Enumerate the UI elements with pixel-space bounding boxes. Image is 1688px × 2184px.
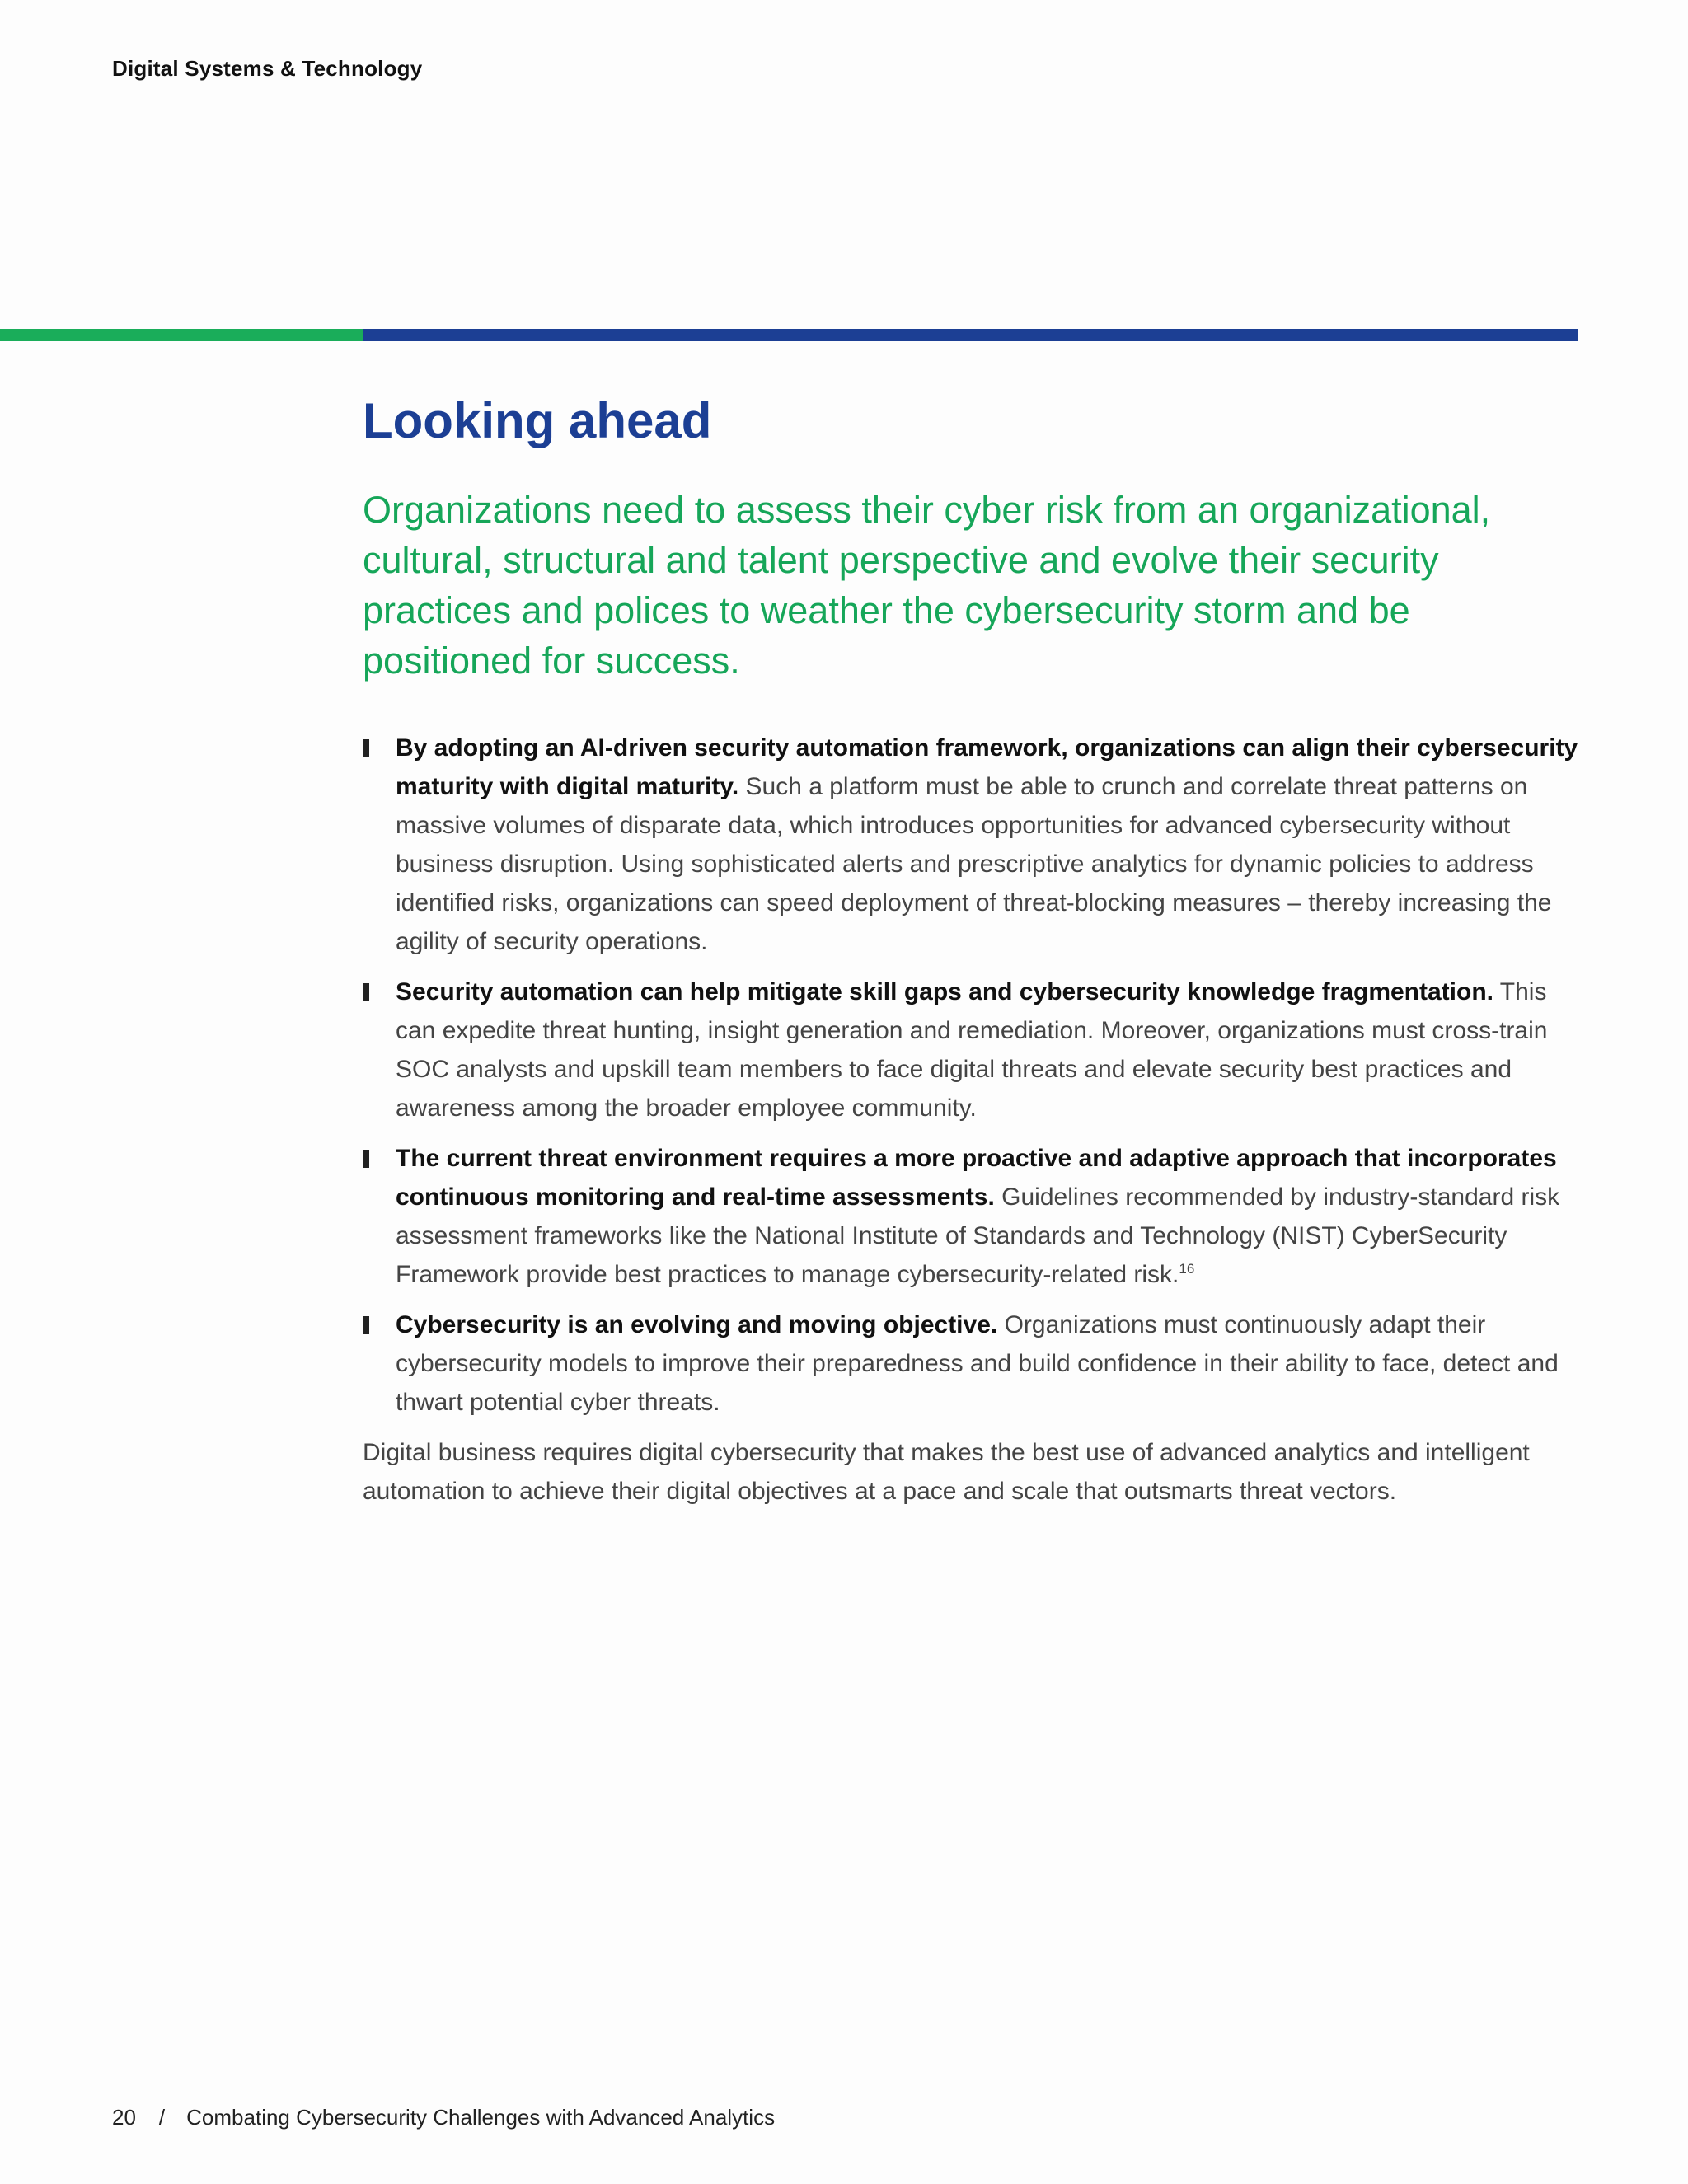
bullet-list	[363, 729, 1582, 1422]
bullet-item	[363, 1305, 1582, 1422]
bullet-marker-icon	[363, 983, 369, 1001]
bullet-body: Organizations must continuously adapt their cybersecurity models to improve their preparedness and build confidence in their ability to face, detect and thwart potential cyber threats.	[396, 1311, 1559, 1416]
closing-paragraph: Digital business requires digital cybersecurity that makes the best use of advanced analytics and intelligent automation to achieve their digital objectives at a pace and scale that outsmarts threat vectors.	[363, 1439, 1530, 1505]
bullet-lead: Cybersecurity is an evolving and moving objective.	[396, 1311, 998, 1338]
section-label: Digital Systems & Technology	[112, 56, 423, 81]
bullet-marker-icon	[363, 1316, 369, 1334]
bullet-lead: The current threat environment requires a more proactive and adaptive approach that incorporates continuous monitoring and real-time assessments.	[396, 1145, 1557, 1211]
header-rule-blue	[363, 329, 1578, 341]
bullet-body: Such a platform must be able to crunch and correlate threat patterns on massive volumes of disparate data, which introduces opportunities for advanced cybersecurity without business disruption. Using sophisticated alerts and prescriptive analytics for dynamic policies to address identified risks, organizations can speed deployment of threat-blocking measures – thereby increasing the agility of security operations.	[396, 773, 1552, 955]
bullet-body: This can expedite threat hunting, insight generation and remediation. Moreover, organizations must cross-train SOC analysts and upskill team members to face digital threats and elevate security best practices and awareness among the broader employee community.	[396, 978, 1548, 1122]
bullet-marker-icon	[363, 1150, 369, 1168]
page-footer	[112, 2105, 775, 2130]
bullet-item	[363, 729, 1582, 961]
bullet-body: Guidelines recommended by industry-standard risk assessment frameworks like the National Institute of Standards and Technology (NIST) CyberSecurity Framework provide best practices to manage cybersecurity-related risk.	[396, 1183, 1560, 1288]
bullet-item	[363, 1139, 1582, 1294]
page-title: Looking ahead	[363, 393, 712, 448]
main-content	[363, 387, 1582, 1511]
bullet-lead: By adopting an AI-driven security automation framework, organizations can align their cybersecurity maturity with digital maturity.	[396, 734, 1578, 800]
bullet-item	[363, 972, 1582, 1127]
bullet-lead: Security automation can help mitigate skill gaps and cybersecurity knowledge fragmentation.	[396, 978, 1493, 1005]
footer-separator: /	[158, 2105, 166, 2130]
intro-paragraph: Organizations need to assess their cyber risk from an organizational, cultural, structural and talent perspective and evolve their security practices and polices to weather the cybersecurity storm and be positioned for success.	[363, 489, 1491, 682]
document-title: Combating Cybersecurity Challenges with Advanced Analytics	[186, 2105, 776, 2130]
bullet-marker-icon	[363, 739, 369, 757]
header-rule-green	[0, 329, 363, 341]
page-number: 20	[112, 2105, 136, 2130]
footnote-reference[interactable]: 16	[1179, 1261, 1195, 1277]
